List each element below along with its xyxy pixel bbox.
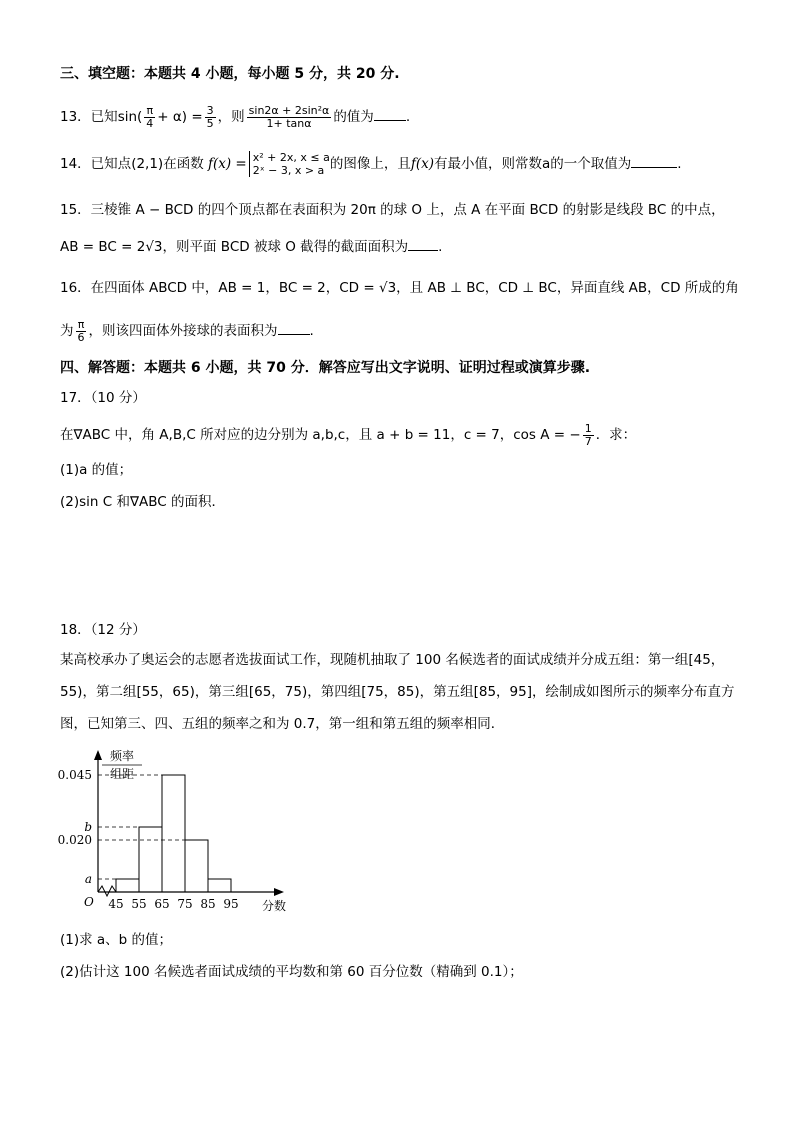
question-16-line-1: 16．在四面体 ABCD 中，AB = 1，BC = 2，CD = √3，且 AB ⊥ BC，CD ⊥ BC，异面直线 AB，CD 所成的角 bbox=[60, 280, 739, 296]
q13-frac-3-5 bbox=[205, 105, 216, 130]
question-18-line-2: 55)，第二组[55，65)，第三组[65，75)，第四组[75，85)，第五组[85，95]，绘制成如图所示的频率分布直方 bbox=[60, 684, 735, 700]
q14-answer-blank[interactable] bbox=[631, 153, 677, 168]
x-tick-label-55: 55 bbox=[131, 897, 147, 911]
q16-l2-post: ，则该四面体外接球的表面积为 bbox=[88, 323, 278, 339]
q13-expression bbox=[247, 105, 332, 130]
q14-mid1: 在函数 bbox=[163, 156, 204, 172]
q17-frac-num: 1 bbox=[584, 421, 592, 435]
x-tick-label-75: 75 bbox=[177, 897, 193, 911]
bar-[65,75) bbox=[162, 775, 185, 892]
q15-answer-blank[interactable] bbox=[408, 236, 438, 251]
q13-frac3-den: 1+ tanα bbox=[266, 116, 312, 130]
q16-frac-den: 6 bbox=[77, 330, 85, 344]
question-13: 13．已知sin( $\frac{\pi}{4}$ + α) = $\frac{3}{5}$ ，则 $\frac{\text{sin2α + 2sin²α}}{1+ \tan\alpha}$ 的值为 . bbox=[60, 103, 411, 130]
question-15-line-2: AB = BC = 2√3，则平面 BCD 被球 O 截得的截面面积为 . bbox=[60, 236, 754, 257]
q14-fx2: f(x) bbox=[410, 156, 434, 172]
question-18-line-1: 某高校承办了奥运会的志愿者选拔面试工作，现随机抽取了 100 名候选者的面试成绩并分成五组：第一组[45， bbox=[60, 652, 725, 668]
axis-break bbox=[98, 886, 116, 896]
y-tick-label-a: a bbox=[84, 872, 92, 886]
q14-prefix: 14．已知点 bbox=[60, 156, 132, 172]
y-tick-label-b: b bbox=[84, 820, 92, 834]
y-axis-arrow bbox=[94, 750, 102, 760]
bar-[55,65) bbox=[139, 827, 162, 892]
q13-frac2-num: 3 bbox=[206, 103, 214, 117]
question-14: 14．已知点(2,1)在函数 f(x) = x² + 2x, x ≤ a 2ˣ − 3, x > a 的图像上，且f(x)有最小值，则常数a的一个取值为 . bbox=[60, 151, 682, 177]
ylabel-bottom: 组距 bbox=[109, 767, 135, 781]
x-tick-label-45: 45 bbox=[108, 897, 124, 911]
histogram-marks bbox=[58, 768, 239, 911]
x-tick-label-65: 65 bbox=[154, 897, 170, 911]
q16-frac-pi-6 bbox=[76, 319, 87, 344]
bar-[85,95] bbox=[208, 879, 231, 892]
x-tick-label-85: 85 bbox=[200, 897, 216, 911]
x-axis-label: 分数 bbox=[262, 899, 287, 913]
q17-frac-1-7 bbox=[583, 423, 594, 448]
question-16-line-2: 为 $\frac{\pi}{6}$ ，则该四面体外接球的表面积为 . bbox=[60, 317, 314, 344]
origin-label: O bbox=[84, 895, 94, 909]
q13-plus-alpha: + α) = bbox=[157, 109, 203, 125]
question-18-part-2: (2)估计这 100 名候选者面试成绩的平均数和第 60 百分位数（精确到 0.1）； bbox=[60, 964, 523, 980]
q14-suffix: 有最小值，则常数a的一个取值为 bbox=[434, 156, 632, 172]
question-18-line-3: 图，已知第三、四、五组的频率之和为 0.7，第一组和第五组的频率相同． bbox=[60, 716, 505, 732]
q13-frac1-den: 4 bbox=[146, 116, 154, 130]
q13-frac-pi-4 bbox=[144, 105, 155, 130]
question-17-title: 17．（10 分） bbox=[60, 390, 146, 406]
question-17-stem bbox=[60, 418, 754, 452]
question-18-part-1: (1)求 a、b 的值； bbox=[60, 932, 173, 948]
y-tick-label-0.020: 0.020 bbox=[57, 833, 92, 847]
q14-case-2: 2ˣ − 3, x > a bbox=[252, 164, 325, 177]
frequency-histogram bbox=[40, 740, 300, 920]
q16-answer-blank[interactable] bbox=[278, 320, 310, 335]
section-3-heading: 三、填空题：本题共 4 小题，每小题 5 分，共 20 分. bbox=[60, 66, 400, 82]
q14-point: (2,1) bbox=[131, 156, 164, 172]
q17-frac-den: 7 bbox=[584, 434, 592, 448]
q13-frac1-num: π bbox=[146, 103, 154, 117]
q13-prefix: 13．已知 bbox=[60, 109, 118, 125]
y-tick-label-0.045: 0.045 bbox=[57, 768, 92, 782]
bar-[75,85) bbox=[185, 840, 208, 892]
x-tick-label-95: 95 bbox=[223, 897, 239, 911]
q15-line2-text: AB = BC = 2√3，则平面 BCD 被球 O 截得的截面面积为 bbox=[60, 239, 409, 255]
question-18-title: 18．（12 分） bbox=[60, 622, 146, 638]
q13-suffix: 的值为 bbox=[333, 109, 374, 125]
section-4-heading: 四、解答题：本题共 6 小题，共 70 分．解答应写出文字说明、证明过程或演算步骤. bbox=[60, 360, 591, 376]
q14-fx: f(x) = bbox=[208, 156, 247, 172]
ylabel-top: 频率 bbox=[109, 749, 135, 763]
q13-answer-blank[interactable] bbox=[374, 106, 406, 121]
q17-stem-pre: 在∇ABC 中，角 A,B,C 所对应的边分别为 a,b,c，且 a + b = 11，c = 7，cos A = − bbox=[60, 427, 581, 443]
q13-mid: ，则 bbox=[217, 109, 245, 125]
question-17-part-1: (1)a 的值； bbox=[60, 462, 133, 478]
q14-piecewise bbox=[247, 151, 330, 177]
question-17-part-2: (2)sin C 和∇ABC 的面积． bbox=[60, 494, 225, 510]
bar-[45,55) bbox=[116, 879, 139, 892]
q16-frac-num: π bbox=[77, 317, 85, 331]
q16-l2-pre: 为 bbox=[60, 323, 74, 339]
q13-frac3-num: sin2α + 2sin²α bbox=[248, 103, 330, 117]
q13-frac2-den: 5 bbox=[206, 116, 214, 130]
x-axis-arrow bbox=[274, 888, 284, 896]
question-15-line-1: 15．三棱锥 A − BCD 的四个顶点都在表面积为 20π 的球 O 上，点 A 在平面 BCD 的射影是线段 BC 的中点， bbox=[60, 202, 725, 218]
q14-mid2: 的图像上，且 bbox=[329, 156, 411, 172]
q14-case-1: x² + 2x, x ≤ a bbox=[252, 151, 330, 164]
q17-stem-post: ．求： bbox=[595, 427, 637, 443]
q13-fn-open: sin( bbox=[117, 109, 143, 125]
